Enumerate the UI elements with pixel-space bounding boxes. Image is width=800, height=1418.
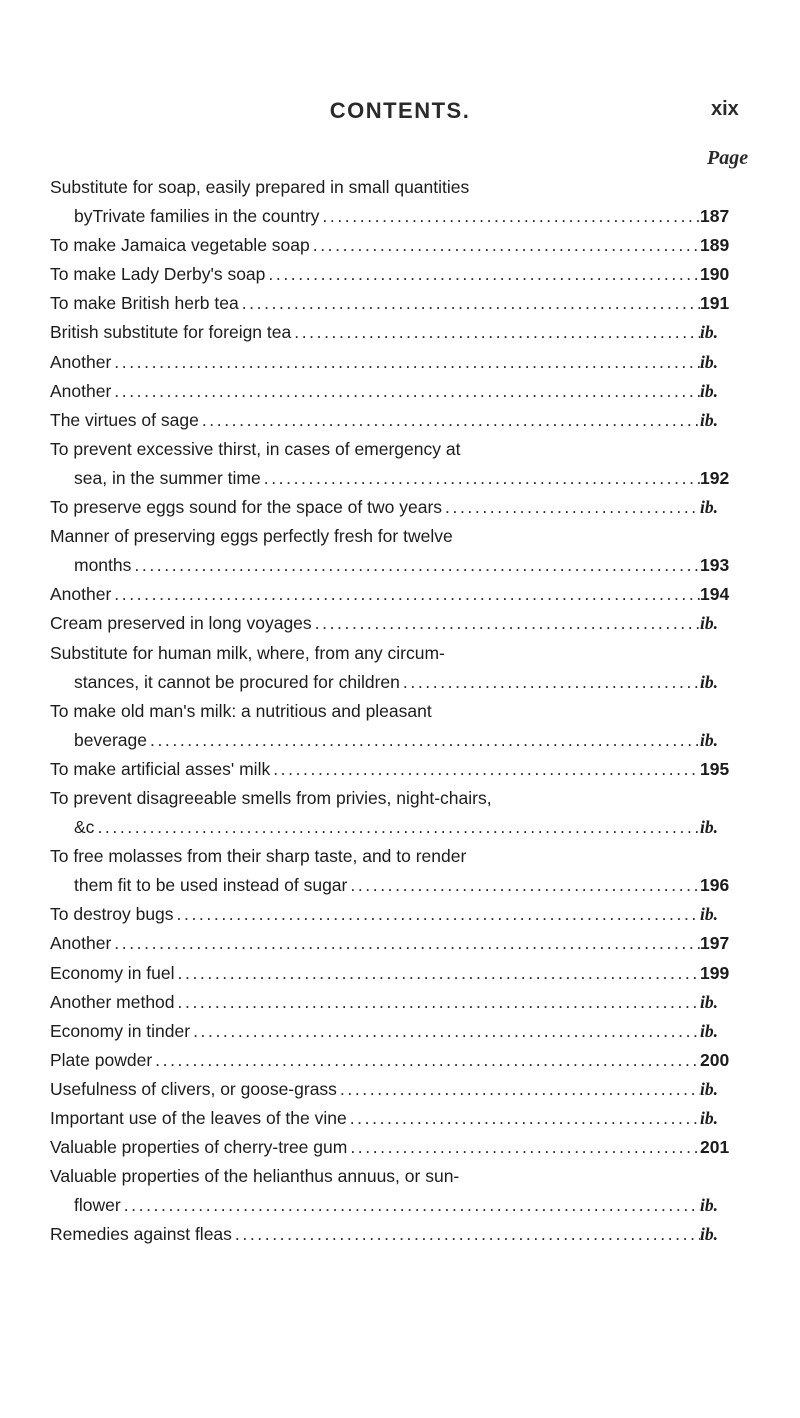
contents-entry-line <box>50 318 740 347</box>
dot-leader <box>152 1046 700 1075</box>
contents-entry <box>50 318 740 347</box>
contents-entry-line <box>50 406 740 435</box>
contents-entry <box>50 1133 740 1162</box>
entry-title-text: British substitute for foreign tea <box>50 322 292 343</box>
entry-title-text: Important use of the leaves of the vine <box>50 1108 347 1128</box>
contents-entry-line <box>50 639 740 668</box>
contents-entry-line <box>50 1220 740 1249</box>
dot-leader <box>319 202 700 231</box>
entry-title-text: Manner of preserving eggs perfectly fresh for twelve <box>50 526 453 547</box>
running-head <box>0 98 800 128</box>
entry-page-number: ib. <box>700 409 718 430</box>
dot-leader <box>337 1075 700 1104</box>
page-number: xix <box>711 98 739 120</box>
dot-leader <box>175 988 700 1017</box>
contents-entry <box>50 1017 740 1046</box>
contents-entry-line <box>50 697 740 726</box>
contents-list <box>50 173 740 1249</box>
dot-leader <box>442 493 700 522</box>
entry-title-text: Economy in tinder <box>50 1020 191 1041</box>
contents-entry <box>50 260 740 289</box>
dot-leader <box>199 406 700 435</box>
entry-title-text: The virtues of sage <box>50 409 199 430</box>
dot-leader <box>261 464 700 493</box>
entry-title-text: To make British herb tea <box>50 293 239 314</box>
entry-page-number: 199 <box>700 962 730 983</box>
contents-entry <box>50 173 740 231</box>
dot-leader <box>111 377 700 406</box>
entry-page-number: ib. <box>700 671 718 692</box>
contents-entry <box>50 1046 740 1075</box>
contents-entry-line <box>50 435 740 464</box>
contents-entry-line <box>50 348 740 377</box>
entry-page-number: 189 <box>700 235 730 256</box>
contents-entry <box>50 697 740 755</box>
entry-page-number: 191 <box>700 293 730 314</box>
entry-title-text: Valuable properties of cherry-tree gum <box>50 1137 348 1158</box>
dot-leader <box>111 929 700 958</box>
entry-page-number: 190 <box>700 264 730 285</box>
entry-title-text: beverage <box>74 729 147 750</box>
contents-entry <box>50 231 740 260</box>
entry-title-text: Remedies against fleas <box>50 1224 232 1245</box>
entry-page-number: ib. <box>700 351 718 372</box>
dot-leader <box>270 755 700 784</box>
dot-leader <box>131 551 700 580</box>
entry-title-text: Another <box>50 351 112 372</box>
contents-entry <box>50 493 740 522</box>
contents-entry-line <box>50 202 740 231</box>
entry-title-text: To make old man's milk: a nutritious and pleasant <box>50 700 432 721</box>
contents-entry <box>50 755 740 784</box>
entry-page-number: ib. <box>700 729 718 750</box>
entry-page-number: ib. <box>700 497 718 518</box>
contents-entry <box>50 929 740 958</box>
entry-title-text: To make Jamaica vegetable soap <box>50 235 310 256</box>
dot-leader <box>190 1017 700 1046</box>
dot-leader <box>111 580 700 609</box>
contents-entry <box>50 1104 740 1133</box>
entry-title-text: Valuable properties of the helianthus annuus, or sun- <box>50 1166 460 1187</box>
dot-leader <box>175 959 700 988</box>
contents-entry-line <box>50 1075 740 1104</box>
entry-page-number: ib. <box>700 322 718 343</box>
dot-leader <box>147 726 700 755</box>
entry-title-text: Plate powder <box>50 1049 153 1070</box>
contents-entry-line <box>50 173 740 202</box>
dot-leader <box>94 813 700 842</box>
contents-entry-line <box>50 1133 740 1162</box>
entry-title-text: byTrivate families in the country <box>74 206 320 227</box>
entry-title-text: Economy in fuel <box>50 962 175 983</box>
entry-page-number: ib. <box>700 904 718 925</box>
entry-title-text: Another <box>50 933 112 954</box>
dot-leader <box>347 1133 700 1162</box>
entry-page-number: 201 <box>700 1137 730 1158</box>
contents-entry <box>50 580 740 609</box>
contents-entry-line <box>50 1017 740 1046</box>
contents-entry-line <box>50 668 740 697</box>
contents-entry <box>50 639 740 697</box>
dot-leader <box>291 318 700 347</box>
entry-title-text: To make Lady Derby's soap <box>50 264 266 285</box>
contents-entry-line <box>50 1191 740 1220</box>
entry-page-number: 187 <box>700 206 730 227</box>
contents-entry <box>50 522 740 580</box>
dot-leader <box>121 1191 700 1220</box>
contents-entry <box>50 784 740 842</box>
dot-leader <box>265 260 700 289</box>
entry-title-text: Another <box>50 584 112 605</box>
entry-title-text: Cream preserved in long voyages <box>50 613 312 634</box>
contents-entry <box>50 1162 740 1220</box>
entry-page-number: 194 <box>700 584 730 605</box>
contents-entry <box>50 435 740 493</box>
contents-entry-line <box>50 580 740 609</box>
contents-entry <box>50 988 740 1017</box>
contents-entry <box>50 900 740 929</box>
entry-page-number: 195 <box>700 758 730 779</box>
entry-title-text: Usefulness of clivers, or goose-grass <box>50 1078 337 1099</box>
entry-page-number: 200 <box>700 1049 730 1070</box>
dot-leader <box>232 1220 700 1249</box>
entry-page-number: ib. <box>700 613 718 634</box>
dot-leader <box>400 668 700 697</box>
entry-title-text: Another method <box>50 991 175 1012</box>
contents-entry-line <box>50 377 740 406</box>
contents-entry-line <box>50 784 740 813</box>
entry-page-number: 197 <box>700 933 730 954</box>
entry-page-number: ib. <box>700 1108 718 1128</box>
entry-title-text: To prevent disagreeable smells from privies, night-chairs, <box>50 787 492 808</box>
entry-page-number: ib. <box>700 817 718 838</box>
entry-title-text: Another <box>50 380 112 401</box>
entry-title-text: them fit to be used instead of sugar <box>74 875 348 896</box>
entry-title-text: To free molasses from their sharp taste, and to render <box>50 846 467 867</box>
dot-leader <box>347 871 700 900</box>
contents-entry-line <box>50 1046 740 1075</box>
contents-entry-line <box>50 871 740 900</box>
entry-page-number: 196 <box>700 875 730 896</box>
contents-entry-line <box>50 1104 740 1133</box>
contents-entry-line <box>50 464 740 493</box>
contents-entry <box>50 1075 740 1104</box>
entry-title-text: months <box>74 555 132 576</box>
entry-title-text: flower <box>74 1195 121 1216</box>
contents-entry-line <box>50 842 740 871</box>
entry-title-text: To prevent excessive thirst, in cases of emergency at <box>50 438 461 459</box>
contents-entry <box>50 377 740 406</box>
entry-title-text: To preserve eggs sound for the space of two years <box>50 497 443 518</box>
dot-leader <box>312 609 700 638</box>
contents-entry-line <box>50 1162 740 1191</box>
dot-leader <box>239 289 700 318</box>
entry-title-text: Substitute for soap, easily prepared in small quantities <box>50 177 470 197</box>
contents-entry <box>50 289 740 318</box>
contents-entry <box>50 609 740 638</box>
contents-entry-line <box>50 522 740 551</box>
contents-entry-line <box>50 493 740 522</box>
contents-entry <box>50 406 740 435</box>
contents-entry <box>50 1220 740 1249</box>
contents-entry-line <box>50 959 740 988</box>
contents-entry-line <box>50 813 740 842</box>
entry-title-text: To make artificial asses' milk <box>50 758 271 779</box>
entry-title-text: stances, it cannot be procured for children <box>74 671 400 692</box>
page-column-heading: Page <box>707 147 749 169</box>
entry-title-text: To destroy bugs <box>50 904 174 925</box>
dot-leader <box>174 900 700 929</box>
contents-entry-line <box>50 929 740 958</box>
entry-page-number: 192 <box>700 467 730 488</box>
entry-page-number: 193 <box>700 555 730 576</box>
entry-page-number: ib. <box>700 1078 718 1099</box>
dot-leader <box>347 1104 700 1133</box>
dot-leader <box>111 348 700 377</box>
entry-title-text: &c <box>74 817 95 838</box>
contents-entry-line <box>50 260 740 289</box>
contents-entry-line <box>50 609 740 638</box>
entry-page-number: ib. <box>700 1020 718 1041</box>
contents-entry <box>50 348 740 377</box>
entry-page-number: ib. <box>700 1195 718 1216</box>
page-title: CONTENTS. <box>329 98 471 123</box>
entry-title-text: Substitute for human milk, where, from any circum- <box>50 642 445 663</box>
contents-entry-line <box>50 755 740 784</box>
contents-entry-line <box>50 231 740 260</box>
entry-page-number: ib. <box>700 991 718 1012</box>
contents-entry <box>50 959 740 988</box>
contents-entry <box>50 842 740 900</box>
contents-entry-line <box>50 726 740 755</box>
contents-entry-line <box>50 551 740 580</box>
entry-page-number: ib. <box>700 1224 718 1245</box>
contents-entry-line <box>50 988 740 1017</box>
entry-page-number: ib. <box>700 380 718 401</box>
entry-title-text: sea, in the summer time <box>74 467 261 488</box>
dot-leader <box>310 231 700 260</box>
contents-entry-line <box>50 289 740 318</box>
contents-entry-line <box>50 900 740 929</box>
